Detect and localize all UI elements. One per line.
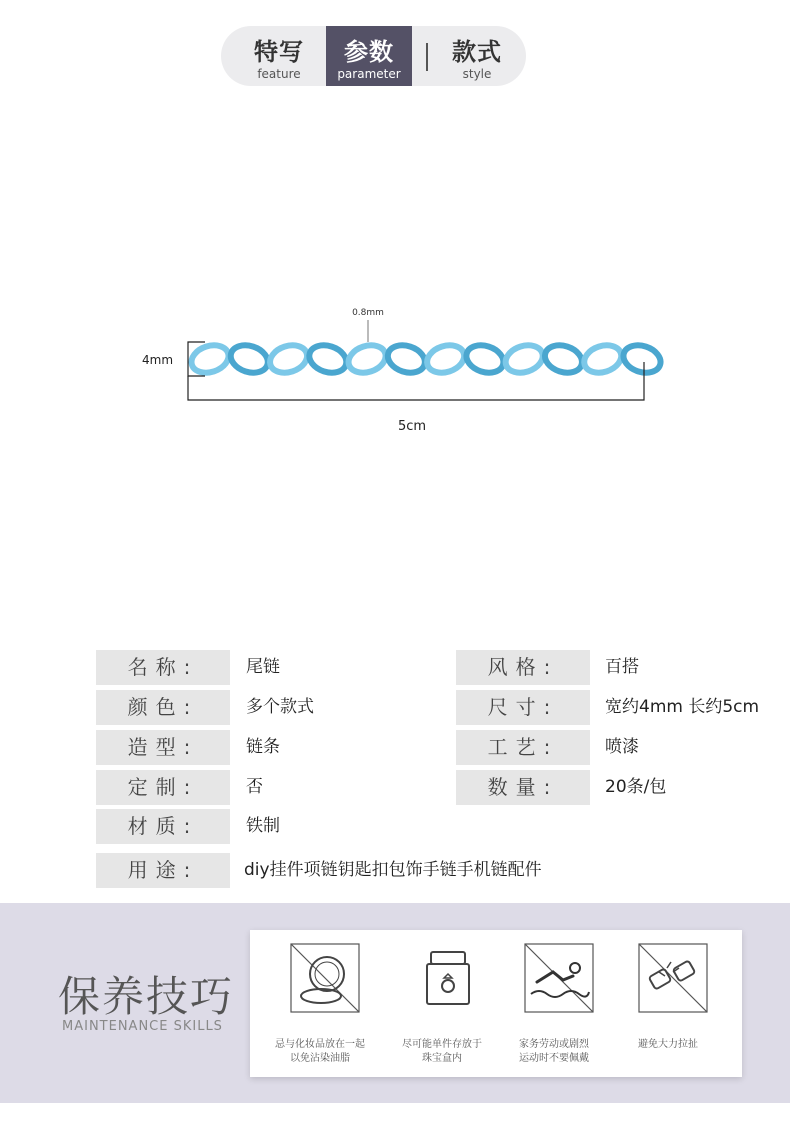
spec-label-quantity: 数量: xyxy=(456,770,590,805)
chain-link xyxy=(581,341,625,377)
care-text-storage-line1: 尽可能单件存放于 xyxy=(402,1039,482,1050)
care-item-activity xyxy=(499,930,609,1077)
spec-value-custom: 否 xyxy=(246,777,263,797)
spec-value-shape: 链条 xyxy=(246,737,280,757)
maintenance-subtitle: MAINTENANCE SKILLS xyxy=(62,1019,223,1034)
care-text-activity xyxy=(499,1038,609,1066)
chain-link xyxy=(345,341,389,377)
care-text-pulling-line1: 避免大力拉扯 xyxy=(638,1039,698,1050)
thickness-label: 0.8mm xyxy=(352,308,384,318)
spec-value-material: 铁制 xyxy=(246,816,280,836)
spec-label-color: 颜色: xyxy=(96,690,230,725)
chain-image xyxy=(188,341,664,377)
care-item-storage xyxy=(387,930,497,1077)
spec-value-craft: 喷漆 xyxy=(605,737,639,757)
tab-parameter-sublabel: parameter xyxy=(337,67,401,81)
tab-feature-sublabel: feature xyxy=(257,67,301,81)
chain-link xyxy=(502,341,546,377)
care-text-cosmetics-line2: 以免沾染油脂 xyxy=(290,1053,350,1064)
chain-dimension-diagram xyxy=(110,290,670,450)
spec-value-color: 多个款式 xyxy=(246,697,314,717)
maintenance-section xyxy=(0,903,790,1103)
no-swimming-icon xyxy=(523,942,595,1014)
care-text-activity-line2: 运动时不要佩戴 xyxy=(519,1053,589,1064)
tab-feature-label: 特写 xyxy=(254,38,304,66)
length-bracket xyxy=(188,362,644,400)
tab-style[interactable] xyxy=(429,26,525,86)
spec-label-material: 材质: xyxy=(96,809,230,844)
spec-value-quantity: 20条/包 xyxy=(605,777,667,797)
tab-parameter[interactable] xyxy=(326,26,412,86)
spec-label-style: 风格: xyxy=(456,650,590,685)
chain-link xyxy=(227,341,271,377)
spec-label-usage: 用途: xyxy=(96,853,230,888)
no-cosmetics-icon xyxy=(289,942,361,1014)
spec-value-size: 宽约4mm 长约5cm xyxy=(605,697,760,717)
spec-label-shape: 造型: xyxy=(96,730,230,765)
tab-bar xyxy=(221,26,526,86)
tab-parameter-label: 参数 xyxy=(344,38,394,66)
maintenance-card xyxy=(250,930,742,1077)
maintenance-title: 保养技巧 xyxy=(58,972,235,1021)
chain-link xyxy=(188,341,232,377)
care-text-storage xyxy=(387,1038,497,1066)
care-text-cosmetics-line1: 忌与化妆品放在一起 xyxy=(275,1039,365,1050)
care-item-pulling xyxy=(613,930,723,1077)
spec-label-size: 尺寸: xyxy=(456,690,590,725)
care-text-activity-line1: 家务劳动或剧烈 xyxy=(519,1039,589,1050)
care-text-cosmetics xyxy=(265,1038,375,1066)
chain-link xyxy=(384,341,428,377)
chain-link xyxy=(306,341,350,377)
chain-link xyxy=(620,341,664,377)
width-label: 4mm xyxy=(142,353,174,367)
care-item-cosmetics xyxy=(265,930,375,1077)
chain-link xyxy=(266,341,310,377)
spec-value-style: 百搭 xyxy=(605,657,639,677)
spec-label-craft: 工艺: xyxy=(456,730,590,765)
care-text-pulling xyxy=(613,1038,723,1052)
spec-label-custom: 定制: xyxy=(96,770,230,805)
tab-feature[interactable] xyxy=(235,26,323,86)
spec-value-name: 尾链 xyxy=(246,657,280,677)
tab-divider xyxy=(426,43,428,71)
length-label: 5cm xyxy=(397,419,427,434)
no-pulling-icon xyxy=(637,942,709,1014)
tab-style-label: 款式 xyxy=(452,38,502,66)
tab-style-sublabel: style xyxy=(462,67,492,81)
chain-link xyxy=(541,341,585,377)
jewelry-box-icon xyxy=(411,942,483,1014)
spec-value-usage: diy挂件项链钥匙扣包饰手链手机链配件 xyxy=(244,860,542,880)
care-text-storage-line2: 珠宝盒内 xyxy=(422,1053,462,1064)
spec-label-name: 名称: xyxy=(96,650,230,685)
chain-link xyxy=(424,341,468,377)
chain-link xyxy=(463,341,507,377)
